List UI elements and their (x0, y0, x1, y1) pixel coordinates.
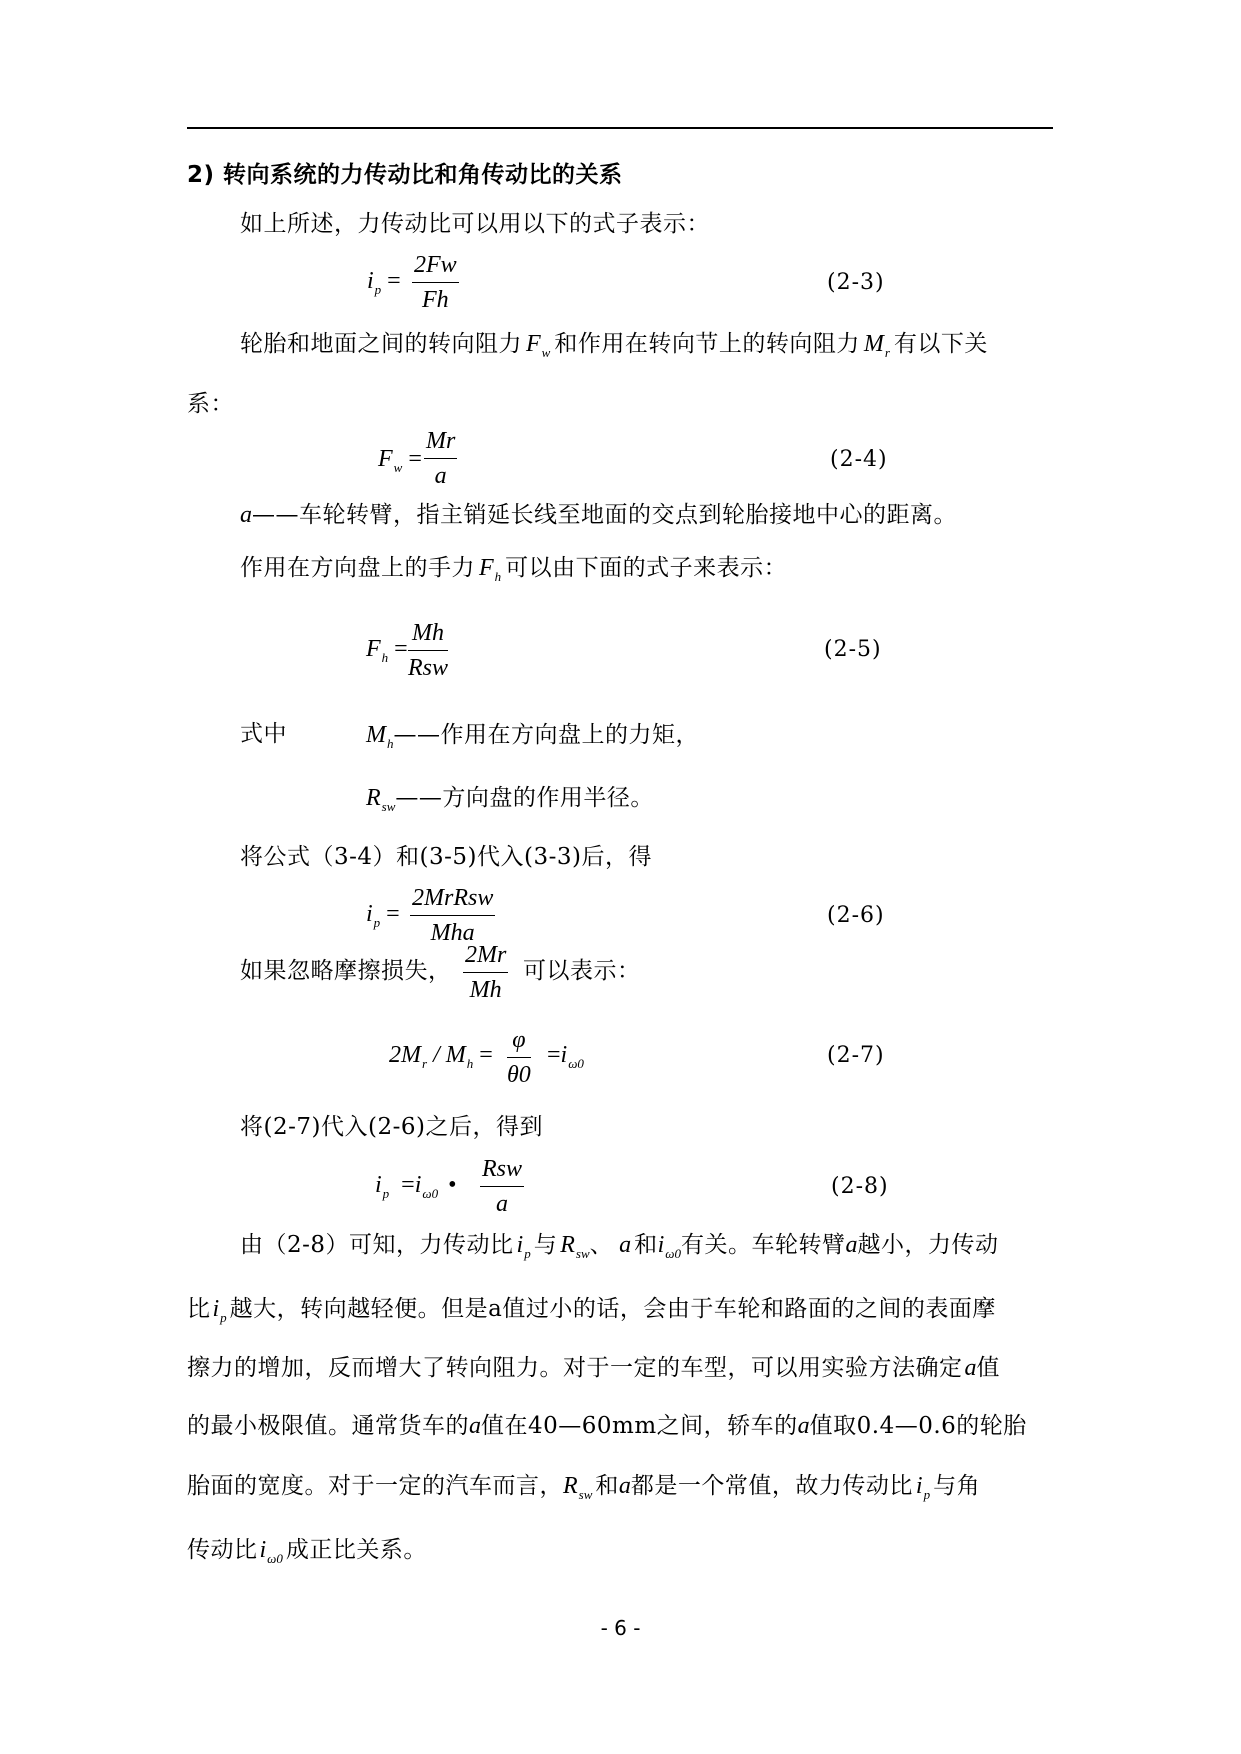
eq-lhs: $F_w$ = (378, 446, 422, 475)
paragraph-line: 擦力的增加，反而增大了转向阻力。对于一定的车型，可以用实验方法确定a值 (187, 1355, 1000, 1381)
eq-lhs: $F_h$ = (366, 636, 408, 665)
eq-rhs: $=i_{\omega 0}$ (547, 1042, 584, 1071)
paragraph-substitute: 将公式（3-4）和(3-5)代入(3-3)后，得 (240, 844, 653, 870)
equation-number: (2-5) (824, 637, 882, 662)
page-number: - 6 - (600, 1616, 641, 1640)
equation-number: (2-4) (830, 447, 888, 472)
eq-fraction: Mr a (426, 428, 456, 490)
eq-fraction: Rsw a (482, 1156, 523, 1218)
header-rule (187, 127, 1053, 129)
paragraph-steering-resistance: 轮胎和地面之间的转向阻力 $F_w$ 和作用在转向节上的转向阻力 $M_r$ 有以下关 (240, 331, 988, 360)
equation-number: (2-6) (827, 903, 885, 928)
where-item-rsw: $R_{sw}——$方向盘的作用半径。 (366, 785, 654, 814)
eq-fraction: 2Fw Fh (414, 252, 457, 314)
paragraph-intro: 如上所述，力传动比可以用以下的式子表示： (240, 211, 710, 237)
paragraph-hand-force: 作用在方向盘上的手力 $F_h$ 可以由下面的式子来表示： (240, 555, 788, 584)
eq-lhs: $i_p$ = (366, 901, 400, 930)
eq-lhs: $i_p$ = (367, 268, 401, 297)
definition-a: a——车轮转臂，指主销延长线至地面的交点到轮胎接地中心的距离。 (240, 502, 957, 528)
paragraph-line: 的最小极限值。通常货车的a值在40—60mm之间，轿车的a值取0.4—0.6的轮胎 (187, 1413, 1027, 1439)
equation-number: (2-3) (827, 270, 885, 295)
eq-fraction: φ θ0 (507, 1027, 531, 1089)
paragraph-substitute-2: 将(2-7)代入(2-6)之后，得到 (240, 1114, 543, 1140)
where-label: 式中 (240, 721, 287, 747)
paragraph-line: 胎面的宽度。对于一定的汽车而言，$R_{sw}$ 和a都是一个常值，故力传动比 $i_p$ 与角 (187, 1473, 981, 1502)
eq-fraction: Mh Rsw (408, 620, 449, 682)
eq-lhs: $2M_r / M_h$ = (389, 1042, 493, 1071)
eq-lhs: $i_p =i_{\omega 0}$ • (375, 1172, 457, 1201)
paragraph-line: 传动比$i_{\omega 0}$ 成正比关系。 (187, 1537, 427, 1566)
equation-number: (2-8) (831, 1174, 889, 1199)
paragraph-line: 由（2-8）可知，力传动比 $i_p$ 与 $R_{sw}$、 a 和$i_{\omega 0}$有关。车轮转臂a越小，力传动 (240, 1232, 999, 1261)
section-heading: 2) 转向系统的力传动比和角传动比的关系 (187, 162, 623, 188)
equation-number: (2-7) (827, 1043, 885, 1068)
where-item-mh: $M_h——$作用在方向盘上的力矩， (366, 722, 699, 751)
inline-fraction: 2Mr Mh (465, 942, 507, 1004)
eq-fraction: 2MrRsw Mha (412, 885, 494, 947)
paragraph-continuation: 系： (187, 391, 234, 417)
paragraph-line: 比$i_p$ 越大，转向越轻便。但是a值过小的话，会由于车轮和路面的之间的表面摩 (187, 1296, 996, 1325)
